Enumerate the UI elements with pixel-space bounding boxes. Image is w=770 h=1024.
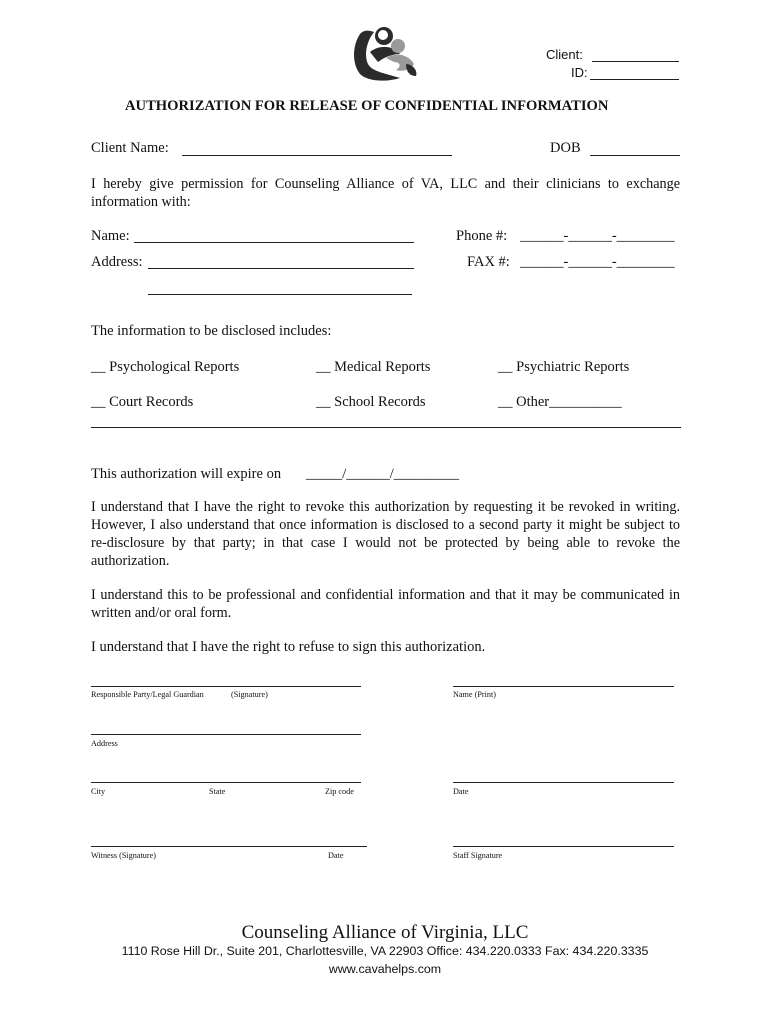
recipient-address-field-1[interactable] xyxy=(148,268,414,269)
city-label: City xyxy=(91,787,106,796)
footer-website: www.cavahelps.com xyxy=(328,962,442,976)
recipient-address-field-2[interactable] xyxy=(148,294,412,295)
checkbox-school-records[interactable]: __ School Records xyxy=(316,394,426,410)
id-label: ID: xyxy=(571,65,588,80)
responsible-party-label: Responsible Party/Legal Guardian xyxy=(91,690,204,699)
expiry-label: This authorization will expire on xyxy=(91,466,282,482)
staff-signature-label: Staff Signature xyxy=(453,851,503,860)
footer-address: 1110 Rose Hill Dr., Suite 201, Charlottesville, VA 22903 Office: 434.220.0333 Fax: 434.220.3335 xyxy=(121,944,649,958)
page-title: AUTHORIZATION FOR RELEASE OF CONFIDENTIAL INFORMATION xyxy=(125,98,609,114)
address-line[interactable] xyxy=(91,734,361,735)
fax-field[interactable]: ______-______-________ xyxy=(520,254,675,270)
revoke-paragraph: I understand that I have the right to revoke this authorization by requesting it be revoked in writing. However, I also understand that once information is disclosed to a second party it might be subject to re-disclosure by that party; in that case I would not be protected by being able to revoke the authorization. xyxy=(91,499,680,569)
address-label: Address xyxy=(91,739,118,748)
section-divider xyxy=(91,427,681,428)
zip-label: Zip code xyxy=(325,787,354,796)
witness-label: Witness (Signature) xyxy=(91,851,156,860)
recipient-name-field[interactable] xyxy=(134,242,414,243)
staff-signature-line[interactable] xyxy=(453,846,674,847)
client-id-label: Client: xyxy=(546,47,583,62)
date-label: Date xyxy=(453,787,469,796)
dob-label: DOB xyxy=(550,140,581,156)
checkbox-other[interactable]: __ Other__________ xyxy=(498,394,622,410)
state-label: State xyxy=(209,787,226,796)
phone-label: Phone #: xyxy=(456,228,508,244)
checkbox-medical-reports[interactable]: __ Medical Reports xyxy=(316,359,431,375)
witness-signature-line[interactable] xyxy=(91,846,367,847)
id-field[interactable] xyxy=(590,79,679,80)
witness-date-label: Date xyxy=(328,851,344,860)
dob-field[interactable] xyxy=(590,155,680,156)
name-print-label: Name (Print) xyxy=(453,690,496,699)
fax-label: FAX #: xyxy=(467,254,510,270)
recipient-address-label: Address: xyxy=(91,254,143,270)
confidential-paragraph: I understand this to be professional and confidential information and that it may be communicated in written and/or oral form. xyxy=(91,587,680,621)
permission-paragraph: I hereby give permission for Counseling Alliance of VA, LLC and their clinicians to exchange information with: xyxy=(91,176,680,210)
responsible-party-signature-line[interactable] xyxy=(91,686,361,687)
checkbox-psychological-reports[interactable]: __ Psychological Reports xyxy=(91,359,240,375)
client-id-field[interactable] xyxy=(592,61,679,62)
phone-field[interactable]: ______-______-________ xyxy=(520,228,675,244)
date-line[interactable] xyxy=(453,782,674,783)
recipient-name-label: Name: xyxy=(91,228,130,244)
signature-label: (Signature) xyxy=(231,690,268,699)
client-name-field[interactable] xyxy=(182,155,452,156)
checkbox-psychiatric-reports[interactable]: __ Psychiatric Reports xyxy=(498,359,630,375)
footer-org-name: Counseling Alliance of Virginia, LLC xyxy=(241,922,529,943)
checkbox-court-records[interactable]: __ Court Records xyxy=(91,394,194,410)
expiry-date-field[interactable]: _____/______/_________ xyxy=(306,466,460,482)
organization-logo xyxy=(350,24,422,82)
disclosure-heading: The information to be disclosed includes: xyxy=(91,323,332,339)
client-name-label: Client Name: xyxy=(91,140,169,156)
city-state-zip-line[interactable] xyxy=(91,782,361,783)
name-print-line[interactable] xyxy=(453,686,674,687)
refuse-paragraph: I understand that I have the right to refuse to sign this authorization. xyxy=(91,639,486,655)
